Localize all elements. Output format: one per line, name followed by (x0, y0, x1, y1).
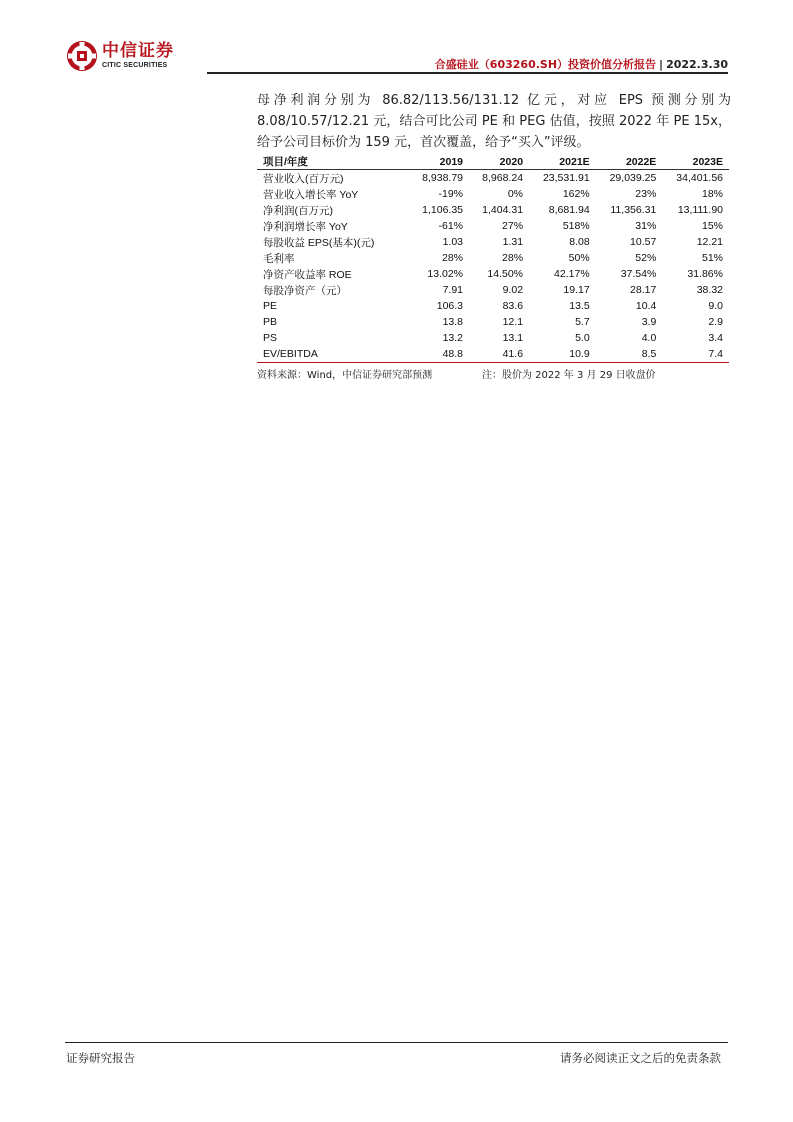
company-logo (66, 40, 174, 72)
table-header-row (257, 154, 729, 170)
table-row (257, 250, 729, 266)
table-cell: 23% (635, 188, 657, 200)
header-2021e: 2021E (529, 154, 596, 170)
table-cell: 28.17 (630, 284, 657, 296)
table-cell: 28% (502, 252, 524, 264)
table-cell: 83.6 (502, 300, 524, 312)
table-cell: 15% (701, 220, 723, 232)
table-cell: 8,968.24 (482, 172, 524, 184)
table-cell: 19.17 (563, 284, 590, 296)
price-note: 注：股价为 2022 年 3 月 29 日收盘价 (482, 370, 656, 381)
row-label: 净资产收益率 ROE (263, 268, 352, 281)
table-cell: 14.50% (487, 268, 524, 280)
table-cell: 18% (701, 188, 723, 200)
footer-report-type: 证券研究报告 (66, 1051, 135, 1065)
report-header-title (435, 56, 728, 72)
table-footnote (257, 366, 729, 381)
row-label: 毛利率 (263, 252, 295, 265)
table-row (257, 346, 729, 363)
table-cell: 12.1 (502, 316, 524, 328)
table-cell: 48.8 (409, 346, 469, 363)
table-cell: -19% (438, 188, 464, 200)
header-2022e: 2022E (596, 154, 663, 170)
table-cell: 13.8 (442, 316, 464, 328)
table-cell: 3.9 (641, 316, 657, 328)
table-cell: 37.54% (620, 268, 657, 280)
table-cell: 8,681.94 (548, 204, 590, 216)
row-label: 净利润增长率 YoY (263, 220, 348, 233)
table-cell: 1.03 (442, 236, 464, 248)
table-cell: 28% (442, 252, 464, 264)
table-cell: 23,531.91 (542, 172, 590, 184)
table-cell: 13.2 (442, 332, 464, 344)
table-cell: 9.0 (708, 300, 723, 312)
header-item-year: 项目/年度 (257, 154, 409, 170)
table-row (257, 202, 729, 218)
row-label: 净利润(百万元) (263, 204, 333, 217)
table-cell: 9.02 (502, 284, 524, 296)
table-cell: 29,039.25 (609, 172, 657, 184)
table-row (257, 266, 729, 282)
table-cell: 41.6 (469, 346, 529, 363)
header-separator: | (659, 58, 664, 71)
row-label: 每股净资产（元） (263, 284, 347, 297)
table-cell: 13.1 (502, 332, 524, 344)
table-cell: 13.02% (427, 268, 464, 280)
table-cell: 51% (701, 252, 723, 264)
table-cell: -61% (438, 220, 464, 232)
footer-divider (65, 1042, 728, 1043)
table-cell: 1,404.31 (482, 204, 524, 216)
table-cell: 8,938.79 (422, 172, 464, 184)
table-row (257, 314, 729, 330)
table-cell: 518% (562, 220, 590, 232)
data-source: 资料来源：Wind，中信证券研究部预测 (257, 370, 433, 381)
row-label: 营业收入增长率 YoY (263, 188, 359, 201)
table-row (257, 170, 729, 187)
table-cell: 7.4 (662, 346, 729, 363)
table-cell: 1,106.35 (422, 204, 464, 216)
table-row (257, 186, 729, 202)
table-cell: 11,356.31 (610, 204, 657, 216)
table-row (257, 282, 729, 298)
table-cell: 5.0 (575, 332, 590, 344)
table-cell: 13.5 (569, 300, 590, 312)
table-cell: 31.86% (687, 268, 723, 280)
table-cell: 5.7 (575, 316, 590, 328)
logo-english-name: CITIC SECURITIES (102, 62, 168, 69)
logo-chinese-name: 中信证券 (102, 41, 174, 61)
table-cell: 162% (562, 188, 590, 200)
table-cell: 106.3 (436, 300, 464, 312)
table-cell: 4.0 (641, 332, 657, 344)
row-label: PE (263, 300, 278, 312)
table-cell: 10.9 (529, 346, 596, 363)
report-date: 2022.3.30 (666, 58, 728, 71)
valuation-paragraph: 母净利润分别为 86.82/113.56/131.12 亿元，对应 EPS 预测分别为 8.08/10.57/12.21 元，结合可比公司 PE 和 PEG 估值，按照 2022 年 PE 15x，给予公司目标价为 159 元，首次覆盖，给予“买入”评级。 (257, 93, 731, 150)
table-cell: 10.57 (630, 236, 657, 248)
table-body (257, 170, 729, 363)
row-label: PB (263, 316, 278, 328)
table-cell: 50% (568, 252, 590, 264)
table-cell: 31% (635, 220, 657, 232)
table-cell: 34,401.56 (676, 172, 723, 184)
row-label: 每股收益 EPS(基本)(元) (263, 236, 375, 249)
table-cell: 8.5 (596, 346, 663, 363)
table-cell: 13,111.90 (677, 204, 723, 216)
table-cell: 2.9 (708, 316, 723, 328)
table-row (257, 234, 729, 250)
citic-logo-icon (66, 40, 98, 72)
header-divider (207, 72, 728, 74)
table-cell: 52% (635, 252, 657, 264)
table-cell: 1.31 (502, 236, 524, 248)
table-cell: 38.32 (696, 284, 723, 296)
header-2019: 2019 (409, 154, 469, 170)
table-row (257, 330, 729, 346)
table-cell: 7.91 (442, 284, 464, 296)
table-cell: 0% (507, 188, 524, 200)
financial-forecast-table (257, 154, 729, 363)
row-label: PS (263, 332, 278, 344)
header-2023e: 2023E (662, 154, 729, 170)
header-2020: 2020 (469, 154, 529, 170)
footer-disclaimer: 请务必阅读正文之后的免责条款 (560, 1051, 721, 1065)
table-row (257, 298, 729, 314)
table-cell: 3.4 (708, 332, 723, 344)
report-title: 合盛硅业（603260.SH）投资价值分析报告 (434, 58, 657, 71)
table-cell: 12.21 (696, 236, 723, 248)
row-label: 营业收入(百万元) (263, 172, 344, 185)
table-cell: 8.08 (569, 236, 590, 248)
table-cell: 42.17% (554, 268, 590, 280)
table-cell: 10.4 (635, 300, 657, 312)
table-cell: 27% (502, 220, 524, 232)
table-row (257, 218, 729, 234)
row-label: EV/EBITDA (257, 346, 409, 363)
